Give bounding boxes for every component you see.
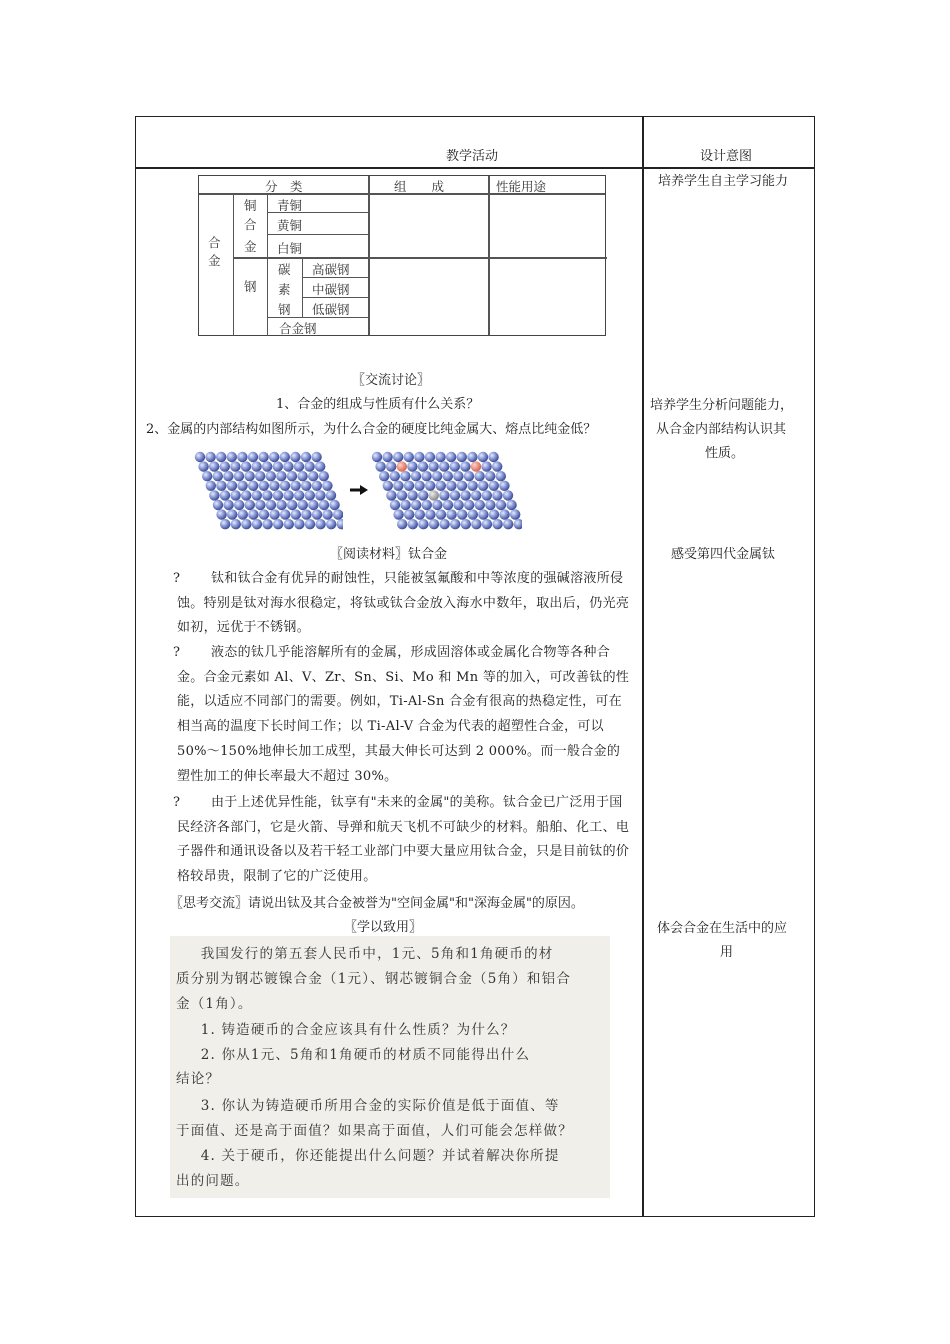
- atom: [453, 471, 463, 481]
- atom: [262, 461, 272, 471]
- atom: [209, 490, 219, 500]
- atom: [418, 461, 428, 471]
- atom: [506, 500, 516, 510]
- intent-self-learning: 培养学生自主学习能力: [658, 174, 789, 189]
- copper-alloy-char-1: 铜: [244, 198, 257, 213]
- textbook-excerpt-image: [170, 936, 610, 1198]
- atom: [457, 452, 467, 462]
- atom: [259, 509, 269, 519]
- bronze-cell: 青铜: [277, 198, 303, 213]
- atom: [234, 471, 244, 481]
- atom: [411, 500, 421, 510]
- atom: [496, 500, 506, 510]
- atom: [252, 519, 262, 529]
- atom: [223, 471, 233, 481]
- atom: [489, 481, 499, 491]
- atom: [397, 461, 407, 471]
- atom: [393, 452, 403, 462]
- intent-application-line-1: 体会合金在生活中的应: [657, 921, 788, 936]
- atom: [407, 461, 417, 471]
- atom: [436, 481, 446, 491]
- excerpt-line-8: 于面值、还是高于面值？如果高于面值，人们可能会怎样做？: [176, 1123, 573, 1139]
- atom: [489, 509, 499, 519]
- atom: [468, 509, 478, 519]
- atom: [283, 461, 293, 471]
- atom: [312, 509, 322, 519]
- atom: [294, 519, 304, 529]
- atom: [421, 471, 431, 481]
- atom: [503, 519, 513, 529]
- atom: [227, 452, 237, 462]
- atom: [326, 519, 336, 529]
- atom: [457, 509, 467, 519]
- header-design-intent: 设计意图: [700, 149, 753, 164]
- carbon-steel-char-3: 钢: [278, 302, 291, 317]
- atom: [301, 452, 311, 462]
- atom: [329, 500, 339, 510]
- atom: [464, 471, 474, 481]
- intent-application-line-2: 用: [720, 945, 734, 960]
- alloy-head-composition: 组 成: [394, 179, 445, 194]
- atom: [482, 490, 492, 500]
- atom: [269, 481, 279, 491]
- atom: [213, 500, 223, 510]
- atom: [241, 461, 251, 471]
- atom: [255, 500, 265, 510]
- atom: [478, 481, 488, 491]
- intent-analysis-line-2: 从合金内部结构认识其: [656, 422, 787, 437]
- atom: [202, 471, 212, 481]
- alloy-classification-table: [198, 175, 606, 336]
- atom: [280, 481, 290, 491]
- atom: [301, 481, 311, 491]
- atom: [248, 481, 258, 491]
- atom: [209, 461, 219, 471]
- discussion-question-2: 2、金属的内部结构如图所示，为什么合金的硬度比纯金属大、熔点比纯金低？: [146, 422, 597, 437]
- atom: [446, 509, 456, 519]
- atom: [496, 471, 506, 481]
- atom: [386, 461, 396, 471]
- apply-title: 〖学以致用〗: [344, 920, 423, 935]
- atom: [308, 471, 318, 481]
- atom: [287, 500, 297, 510]
- atom: [418, 490, 428, 500]
- atom: [262, 519, 272, 529]
- atom: [503, 490, 513, 500]
- atom: [315, 519, 325, 529]
- atom: [418, 519, 428, 529]
- atom: [411, 471, 421, 481]
- atom: [304, 461, 314, 471]
- atom: [510, 509, 520, 519]
- atom: [266, 500, 276, 510]
- atom: [291, 509, 301, 519]
- alloy-structure-image: [370, 450, 522, 534]
- atom: [269, 509, 279, 519]
- atom: [481, 461, 491, 471]
- atom: [499, 509, 509, 519]
- brass-cell: 黄铜: [277, 218, 303, 233]
- pure-metal-structure-image: [193, 450, 343, 534]
- atom: [262, 490, 272, 500]
- atom: [205, 452, 215, 462]
- atom: [273, 461, 283, 471]
- atom: [390, 500, 400, 510]
- atom: [244, 471, 254, 481]
- atom: [227, 481, 237, 491]
- atom: [404, 481, 414, 491]
- atom: [280, 509, 290, 519]
- excerpt-line-10: 出的问题。: [176, 1173, 250, 1189]
- cupronickel-cell: 白铜: [277, 241, 303, 256]
- atom: [238, 509, 248, 519]
- atom: [382, 452, 392, 462]
- alloy-head-category: 分 类: [265, 179, 303, 194]
- atom: [439, 490, 449, 500]
- atom: [315, 490, 325, 500]
- atom: [422, 500, 432, 510]
- atom: [488, 452, 498, 462]
- atom: [432, 471, 442, 481]
- excerpt-line-2: 质分别为钢芯镀镍合金（1元）、钢芯镀铜合金（5角）和铝合: [176, 971, 572, 987]
- reading-paragraph-2: 液态的钛几乎能溶解所有的金属，形成固溶体或金属化合物等各种合金。合金元素如 Al、V、Zr、Sn、Si、Mo 和 Mn 等的加入，可改善钛的性能，以适应不同部门的需要。例如，Ti-Al-Sn 合金有很高的热稳定性，可在相当高的温度下长时间工作；以 Ti-Al-V 合金为代表的超塑性合金，可以 50%～150%地伸长加工成型，其最大伸长可达到 2 000%。而一般合金的塑性加工的伸长率最大不超过 30%。: [177, 645, 630, 784]
- bullet-marker-2: ?: [173, 645, 180, 660]
- column-divider: [642, 117, 644, 1216]
- copper-alloy-char-3: 金: [244, 239, 257, 254]
- atom: [514, 519, 522, 529]
- atom: [414, 452, 424, 462]
- atom: [287, 471, 297, 481]
- atom: [273, 490, 283, 500]
- atom: [492, 490, 502, 500]
- bullet-marker-1: ?: [173, 571, 180, 586]
- atom: [311, 452, 321, 462]
- atom: [216, 481, 226, 491]
- atom: [393, 481, 403, 491]
- excerpt-line-5: 2. 你从1元、5角和1角硬币的材质不同能得出什么: [186, 1047, 531, 1063]
- atom: [372, 452, 382, 462]
- atom: [460, 490, 470, 500]
- atom: [407, 490, 417, 500]
- atom: [461, 519, 471, 529]
- atom: [308, 500, 318, 510]
- atom: [404, 509, 414, 519]
- alloy-label: 合金: [208, 235, 221, 268]
- atom: [276, 471, 286, 481]
- atom: [248, 509, 258, 519]
- atom: [492, 519, 502, 529]
- atom: [446, 481, 456, 491]
- atom: [436, 509, 446, 519]
- atom: [485, 500, 495, 510]
- atom: [386, 490, 396, 500]
- atom: [499, 481, 509, 491]
- atom: [450, 519, 460, 529]
- atom: [467, 481, 477, 491]
- atom: [482, 519, 492, 529]
- atom: [245, 500, 255, 510]
- atom: [457, 481, 467, 491]
- atom: [471, 461, 481, 471]
- atom: [414, 481, 424, 491]
- atom: [216, 509, 226, 519]
- intent-titanium: 感受第四代金属钛: [671, 547, 776, 562]
- reading-paragraph-1: 钛和钛合金有优异的耐蚀性，只能被氢氟酸和中等浓度的强碱溶液所侵蚀。特别是钛对海水很稳定，将钛或钛合金放入海水中数年，取出后，仍光亮如初，远优于不锈钢。: [177, 571, 630, 636]
- intent-analysis-line-1: 培养学生分析问题能力，: [650, 398, 794, 413]
- atom: [322, 509, 332, 519]
- atom: [273, 519, 283, 529]
- atom: [379, 471, 389, 481]
- atom: [284, 519, 294, 529]
- steel-label: 钢: [244, 279, 257, 294]
- medium-carbon-steel-cell: 中碳钢: [312, 282, 350, 297]
- atom: [404, 452, 414, 462]
- atom: [460, 461, 470, 471]
- carbon-steel-char-1: 碳: [278, 262, 291, 277]
- atom: [223, 500, 233, 510]
- think-exchange: 〖思考交流〗请说出钛及其合金被誉为"空间金属"和"深海金属"的原因。: [170, 896, 584, 911]
- atom: [439, 461, 449, 471]
- atom: [266, 471, 276, 481]
- atom: [467, 452, 477, 462]
- excerpt-line-6: 结论？: [176, 1071, 221, 1087]
- atom: [280, 452, 290, 462]
- atom: [333, 509, 343, 519]
- atom: [319, 500, 329, 510]
- atom: [439, 519, 449, 529]
- atom: [425, 452, 435, 462]
- atom: [478, 452, 488, 462]
- atom: [326, 490, 336, 500]
- excerpt-line-4: 1. 铸造硬币的合金应该具有什么性质？为什么？: [186, 1022, 516, 1038]
- atom: [241, 490, 251, 500]
- atom: [464, 500, 474, 510]
- atom: [198, 461, 208, 471]
- atom: [259, 481, 269, 491]
- atom: [400, 471, 410, 481]
- atom: [220, 519, 230, 529]
- atom: [319, 471, 329, 481]
- carbon-steel-char-2: 素: [278, 282, 291, 297]
- atom: [425, 481, 435, 491]
- atom: [322, 481, 332, 491]
- atom: [425, 509, 435, 519]
- atom: [450, 490, 460, 500]
- atom: [453, 500, 463, 510]
- atom: [301, 509, 311, 519]
- excerpt-line-1: 我国发行的第五套人民币中，1元、5角和1角硬币的材: [186, 946, 554, 962]
- atom: [227, 509, 237, 519]
- alloy-steel-cell: 合金钢: [279, 321, 317, 336]
- atom: [429, 490, 439, 500]
- atom: [269, 452, 279, 462]
- atom: [312, 481, 322, 491]
- atom: [276, 500, 286, 510]
- atom: [290, 481, 300, 491]
- discussion-title: 〖交流讨论〗: [352, 373, 431, 388]
- arrow-icon: [348, 482, 370, 498]
- atom: [492, 461, 502, 471]
- atom: [220, 461, 230, 471]
- atom: [393, 509, 403, 519]
- reading-title: 〖阅读材料〗钛合金: [330, 547, 448, 562]
- atom: [478, 509, 488, 519]
- excerpt-line-7: 3. 你认为铸造硬币所用合金的实际价值是低于面值、等: [186, 1098, 560, 1114]
- atom: [471, 490, 481, 500]
- atom: [443, 471, 453, 481]
- high-carbon-steel-cell: 高碳钢: [312, 262, 350, 277]
- atom: [383, 481, 393, 491]
- atom: [290, 452, 300, 462]
- discussion-question-1: 1、合金的组成与性质有什么关系？: [276, 397, 480, 412]
- atom: [234, 500, 244, 510]
- excerpt-line-3: 金（1角）。: [176, 996, 253, 1012]
- atom: [305, 490, 315, 500]
- atom: [443, 500, 453, 510]
- atom: [248, 452, 258, 462]
- atom: [475, 500, 485, 510]
- atom: [220, 490, 230, 500]
- atom: [408, 519, 418, 529]
- atom: [315, 461, 325, 471]
- atom: [471, 519, 481, 529]
- atom: [255, 471, 265, 481]
- atom: [390, 471, 400, 481]
- atom: [294, 461, 304, 471]
- atom: [337, 519, 343, 529]
- atom: [298, 500, 308, 510]
- reading-paragraph-3: 由于上述优异性能，钛享有"未来的金属"的美称。钛合金已广泛用于国民经济各部门，它是火箭、导弹和航天飞机不可缺少的材料。船舶、化工、电子器件和通讯设备以及若干轻工业部门中要大量应用钛合金，只是目前钛的价格较昂贵，限制了它的广泛使用。: [177, 795, 630, 885]
- atom: [485, 471, 495, 481]
- atom: [283, 490, 293, 500]
- atom: [474, 471, 484, 481]
- low-carbon-steel-cell: 低碳钢: [312, 302, 350, 317]
- intent-analysis-line-3: 性质。: [705, 446, 745, 461]
- excerpt-line-9: 4. 关于硬币，你还能提出什么问题？并试着解决你所提: [186, 1148, 560, 1164]
- atom: [305, 519, 315, 529]
- atom: [206, 481, 216, 491]
- atom: [252, 490, 262, 500]
- atom: [213, 471, 223, 481]
- atom: [450, 461, 460, 471]
- atom: [237, 452, 247, 462]
- atom: [415, 509, 425, 519]
- atom: [241, 519, 251, 529]
- atom: [432, 500, 442, 510]
- copper-alloy-char-2: 合: [244, 217, 257, 232]
- alloy-head-usage: 性能用途: [496, 179, 547, 194]
- atom: [258, 452, 268, 462]
- bullet-marker-3: ?: [173, 795, 180, 810]
- atom: [435, 452, 445, 462]
- atom: [397, 490, 407, 500]
- atom: [428, 461, 438, 471]
- atom: [195, 452, 205, 462]
- atom: [375, 461, 385, 471]
- atom: [230, 461, 240, 471]
- atom: [251, 461, 261, 471]
- header-divider: [136, 167, 814, 169]
- header-teaching-activity: 教学活动: [446, 149, 499, 164]
- atom: [237, 481, 247, 491]
- atom: [216, 452, 226, 462]
- atom: [231, 519, 241, 529]
- atom: [400, 500, 410, 510]
- atom: [294, 490, 304, 500]
- atom: [297, 471, 307, 481]
- atom: [446, 452, 456, 462]
- atom: [397, 519, 407, 529]
- atom: [429, 519, 439, 529]
- atom: [230, 490, 240, 500]
